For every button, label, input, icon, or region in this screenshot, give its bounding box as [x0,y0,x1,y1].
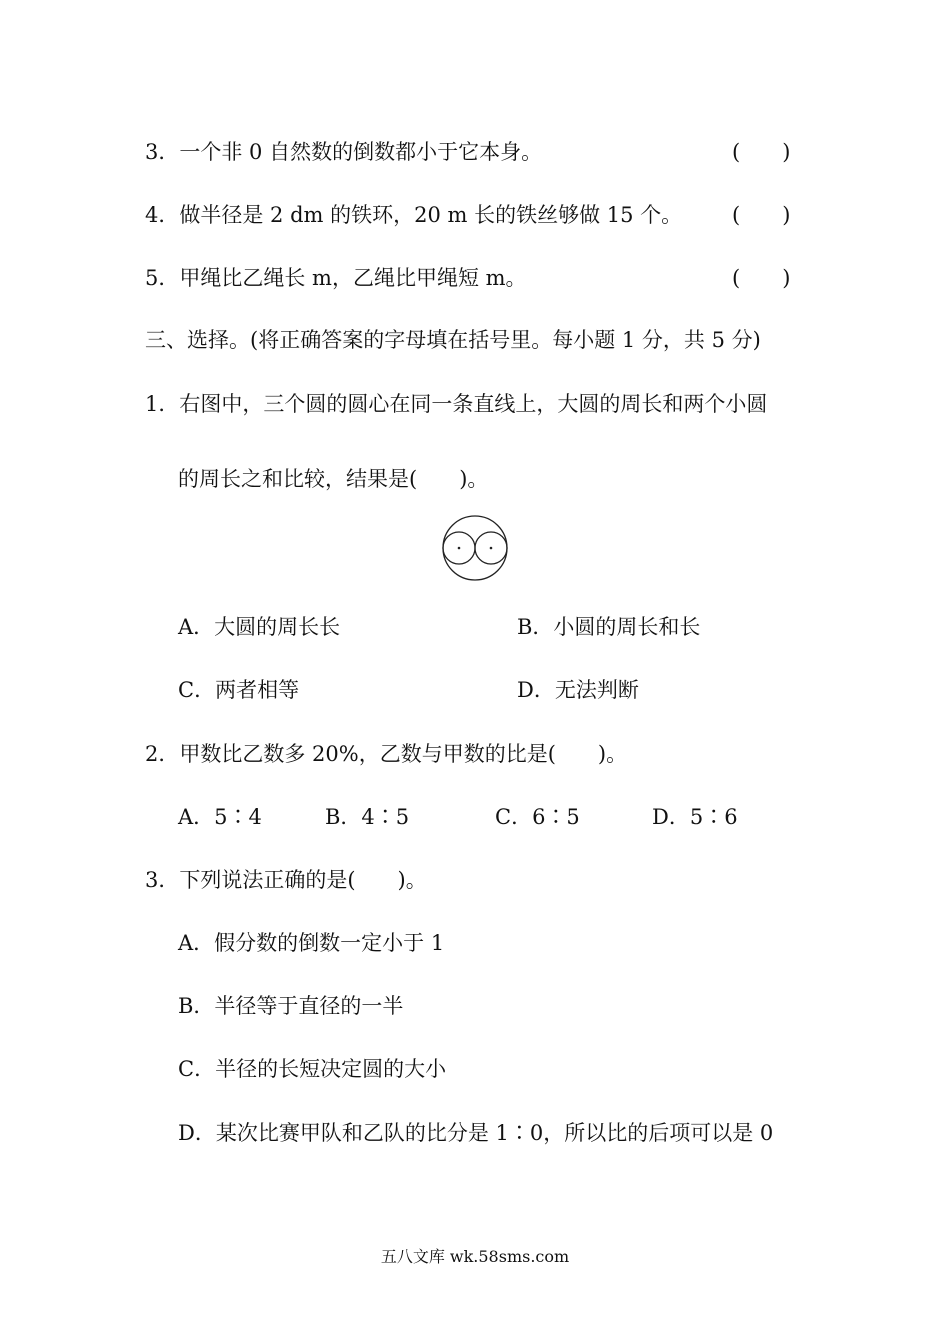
q3-option-d[interactable]: D．某次比赛甲队和乙队的比分是 1∶0，所以比的后项可以是 0 [178,1121,774,1145]
section-heading: 三、选择。(将正确答案的字母填在括号里。每小题 1 分，共 5 分) [145,328,761,352]
q2-option-d[interactable]: D．5∶6 [652,805,738,829]
q3-stem: 3．下列说法正确的是( )。 [145,868,427,892]
q2-option-b[interactable]: B．4∶5 [325,805,410,829]
q1-option-c[interactable]: C．两者相等 [178,678,300,702]
judge-item-5: 5．甲绳比乙绳长 m，乙绳比甲绳短 m。 [145,266,527,290]
right-center-dot [490,547,493,550]
answer-paren-5[interactable]: ( ) [732,266,791,290]
q2-option-c[interactable]: C．6∶5 [495,805,580,829]
q2-option-a[interactable]: A．5∶4 [178,805,262,829]
answer-paren-4[interactable]: ( ) [732,203,791,227]
judge-item-4: 4．做半径是 2 dm 的铁环，20 m 长的铁丝够做 15 个。 [145,203,683,227]
q1-option-d[interactable]: D．无法判断 [517,678,639,702]
answer-paren-3[interactable]: ( ) [732,140,791,164]
q3-option-a[interactable]: A．假分数的倒数一定小于 1 [178,931,445,955]
circles-figure [440,514,510,582]
q2-stem: 2．甲数比乙数多 20%，乙数与甲数的比是( )。 [145,742,628,766]
q1-option-a[interactable]: A．大圆的周长长 [178,615,341,639]
footer-watermark: 五八文库 wk.58sms.com [380,1247,570,1266]
q1-stem-line2: 的周长之和比较，结果是( )。 [178,467,489,491]
q3-option-b[interactable]: B．半径等于直径的一半 [178,994,404,1018]
left-center-dot [458,547,461,550]
q3-option-c[interactable]: C．半径的长短决定圆的大小 [178,1057,447,1081]
q1-option-b[interactable]: B．小圆的周长和长 [517,615,701,639]
q1-stem-line1: 1．右图中，三个圆的圆心在同一条直线上，大圆的周长和两个小圆 [145,392,768,416]
judge-item-3: 3．一个非 0 自然数的倒数都小于它本身。 [145,140,543,164]
